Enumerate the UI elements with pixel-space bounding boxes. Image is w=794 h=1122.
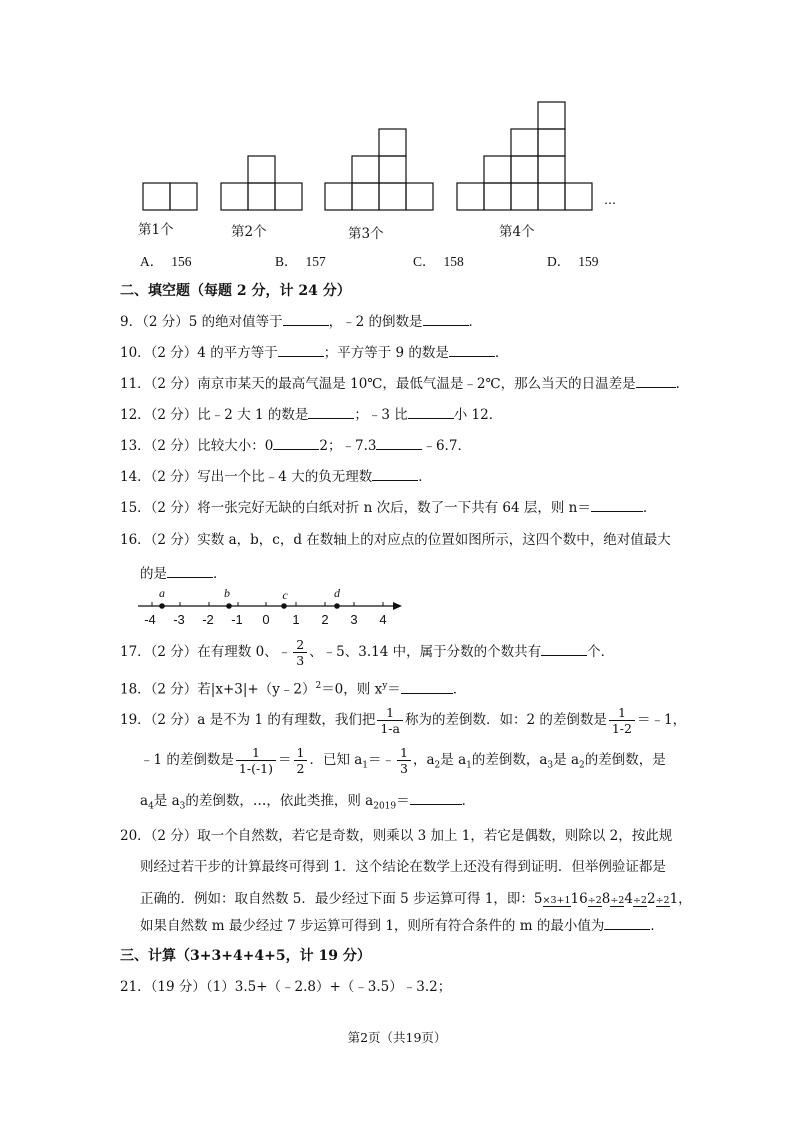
fig-label-2: 第2个 — [231, 224, 267, 240]
question-9: 9．（2 分）5 的绝对值等于 ，﹣2 的倒数是 ． — [120, 311, 482, 332]
question-19-line3: $a_4$是 $a_3$的差倒数，…，依此类推，则 $a_{2019}=$ ． — [140, 790, 475, 817]
tick-label: 1 — [292, 612, 300, 627]
fig4-square — [538, 156, 565, 183]
fig-label-1: 第1个 — [138, 222, 174, 238]
question-20-line4: 如果自然数 m 最少经过 7 步运算可得到 1，则所有符合条件的 m 的最小值为 ． — [140, 915, 664, 936]
option-d: D． 159 — [547, 254, 599, 269]
fig4-square — [565, 183, 592, 210]
question-16-cont: 的是 ． — [140, 563, 227, 584]
point-d — [334, 603, 340, 609]
fig1-square — [170, 183, 197, 210]
step-arrow: ÷2 — [587, 895, 602, 906]
fraction: $\frac{1}{2}$ — [294, 745, 308, 776]
option-c: C． 158 — [413, 254, 464, 269]
page-footer: 第2页（共19页） — [347, 1030, 447, 1045]
answer-blank[interactable] — [283, 311, 329, 326]
fig3-square — [379, 129, 406, 156]
question-17: 17．（2 分）在有理数 0、﹣ $\frac{2}{3}$ 、﹣5、3.14 中，属于分数的个数共有 个． — [120, 637, 615, 668]
tick-label: -3 — [173, 612, 185, 627]
tick-label: -1 — [231, 612, 243, 627]
point-c — [281, 603, 287, 609]
answer-blank[interactable] — [167, 563, 213, 578]
fraction: $\frac{1}{1-a}$ — [377, 705, 403, 736]
fig4-square — [484, 183, 511, 210]
step-arrow: ÷2 — [610, 895, 625, 906]
fig2-square — [221, 183, 248, 210]
fig4-square — [511, 129, 538, 156]
question-15: 15．（2 分）将一张完好无缺的白纸对折 n 次后，数了一下共有 64 层，则 n＝ ． — [120, 497, 656, 518]
tick-label: 2 — [321, 612, 329, 627]
fig3-square — [379, 183, 406, 210]
answer-blank[interactable] — [604, 915, 650, 930]
fig1-square — [143, 183, 170, 210]
fig3-square — [325, 183, 352, 210]
answer-blank[interactable] — [636, 373, 676, 388]
answer-blank[interactable] — [423, 311, 469, 326]
question-16: 16．（2 分）实数 a，b，c，d 在数轴上的对应点的位置如图所示，这四个数中，绝对值最大 — [120, 532, 671, 548]
fraction: $\frac{1}{1-(-1)}$ — [236, 745, 276, 776]
tick-label: -2 — [202, 612, 214, 627]
question-19-line1: 19．（2 分）a 是不为 1 的有理数，我们把 $\frac{1}{1-a}$ 称为的差倒数．如：2 的差倒数是 $\frac{1}{1-2}$ ＝﹣1， — [120, 705, 687, 736]
point-label: a — [159, 586, 165, 600]
point-label: d — [334, 586, 340, 600]
fig-label-4: 第4个 — [499, 224, 535, 240]
answer-blank[interactable] — [449, 342, 495, 357]
fig3-square — [406, 183, 433, 210]
fraction: $\frac{1}{1-2}$ — [609, 705, 635, 736]
fig3-square — [352, 156, 379, 183]
fig4-square — [511, 156, 538, 183]
square-pattern-figure — [0, 0, 794, 215]
question-20-line1: 20．（2 分）取一个自然数，若它是奇数，则乘以 3 加上 1，若它是偶数，则除以 2，按此规 — [120, 828, 673, 844]
fig4-square — [538, 183, 565, 210]
fig2-square — [248, 156, 275, 183]
section-3-title: 三、计算（3+3+4+4+5，计 19 分） — [120, 948, 371, 964]
tick-label: 4 — [379, 612, 387, 627]
question-14: 14．（2 分）写出一个比﹣4 大的负无理数 ． — [120, 466, 432, 487]
answer-blank[interactable] — [308, 404, 354, 419]
question-20-line2: 则经过若干步的计算最终可得到 1．这个结论在数学上还没有得到证明．但举例验证都是 — [140, 859, 666, 875]
fig4-square — [457, 183, 484, 210]
step-arrow: ÷2 — [655, 895, 670, 906]
fig3-square — [352, 183, 379, 210]
answer-blank[interactable] — [591, 497, 643, 512]
option-a: A． 156 — [140, 254, 192, 269]
answer-blank[interactable] — [541, 641, 587, 656]
tick-label: 0 — [262, 612, 270, 627]
answer-blank[interactable] — [401, 679, 453, 694]
question-18: 18．（2 分）若|x+3|+（y﹣2）$^2$＝0，则 $x^y=$ ． — [120, 676, 466, 700]
figure-ellipsis: … — [604, 193, 616, 207]
question-10: 10．（2 分）4 的平方等于 ；平方等于 9 的数是 ． — [120, 342, 508, 363]
question-11: 11．（2 分）南京市某天的最高气温是 10℃，最低气温是﹣2℃，那么当天的日温差是 ． — [120, 373, 689, 394]
fig4-square — [538, 102, 565, 129]
point-label: c — [282, 588, 288, 602]
question-20-line3: 正确的．例如：取自然数 5．最少经过下面 5 步运算可得 1，即：5 ×3+1 16 ÷2 8 ÷2 4 ÷2 2 ÷2 1， — [140, 891, 692, 907]
point-b — [226, 603, 232, 609]
tick-label: -4 — [144, 612, 156, 627]
fig4-square — [511, 183, 538, 210]
question-12: 12．（2 分）比﹣2 大 1 的数是 ；﹣3 比 小 12． — [120, 404, 502, 425]
answer-blank[interactable] — [278, 342, 324, 357]
answer-blank[interactable] — [372, 466, 418, 481]
tick-label: 3 — [350, 612, 358, 627]
question-13: 13．（2 分）比较大小：0 2；﹣7.3 ﹣6.7． — [120, 435, 471, 456]
answer-blank[interactable] — [410, 790, 462, 805]
answer-blank[interactable] — [408, 404, 454, 419]
answer-blank[interactable] — [376, 435, 422, 450]
question-21: 21．（19 分）（1）3.5+（﹣2.8）+（﹣3.5）﹣3.2； — [120, 979, 452, 995]
fig2-square — [248, 183, 275, 210]
fig3-square — [379, 156, 406, 183]
fig4-square — [538, 129, 565, 156]
section-2-title: 二、填空题（每题 2 分，计 24 分） — [120, 283, 351, 299]
fig2-square — [275, 183, 302, 210]
fig-label-3: 第3个 — [348, 226, 384, 242]
fraction: $\frac{2}{3}$ — [293, 637, 307, 668]
fig4-square — [484, 156, 511, 183]
fraction: $\frac{1}{3}$ — [397, 745, 411, 776]
answer-blank[interactable] — [273, 435, 319, 450]
option-b: B． 157 — [275, 254, 326, 269]
number-line — [0, 585, 794, 630]
point-label: b — [224, 586, 230, 600]
step-arrow: ÷2 — [632, 895, 647, 906]
step-arrow: ×3+1 — [542, 895, 571, 906]
point-a — [159, 603, 165, 609]
question-19-line2: ﹣1 的差倒数是 $\frac{1}{1-(-1)}$ ＝ $\frac{1}{2}$ ．已知 $a_1=﹣$ $\frac{1}{3}$ ，$a_2$是 $a_1$的差倒数，$a_3$是 $a_2$的差倒数，是 — [140, 745, 666, 776]
